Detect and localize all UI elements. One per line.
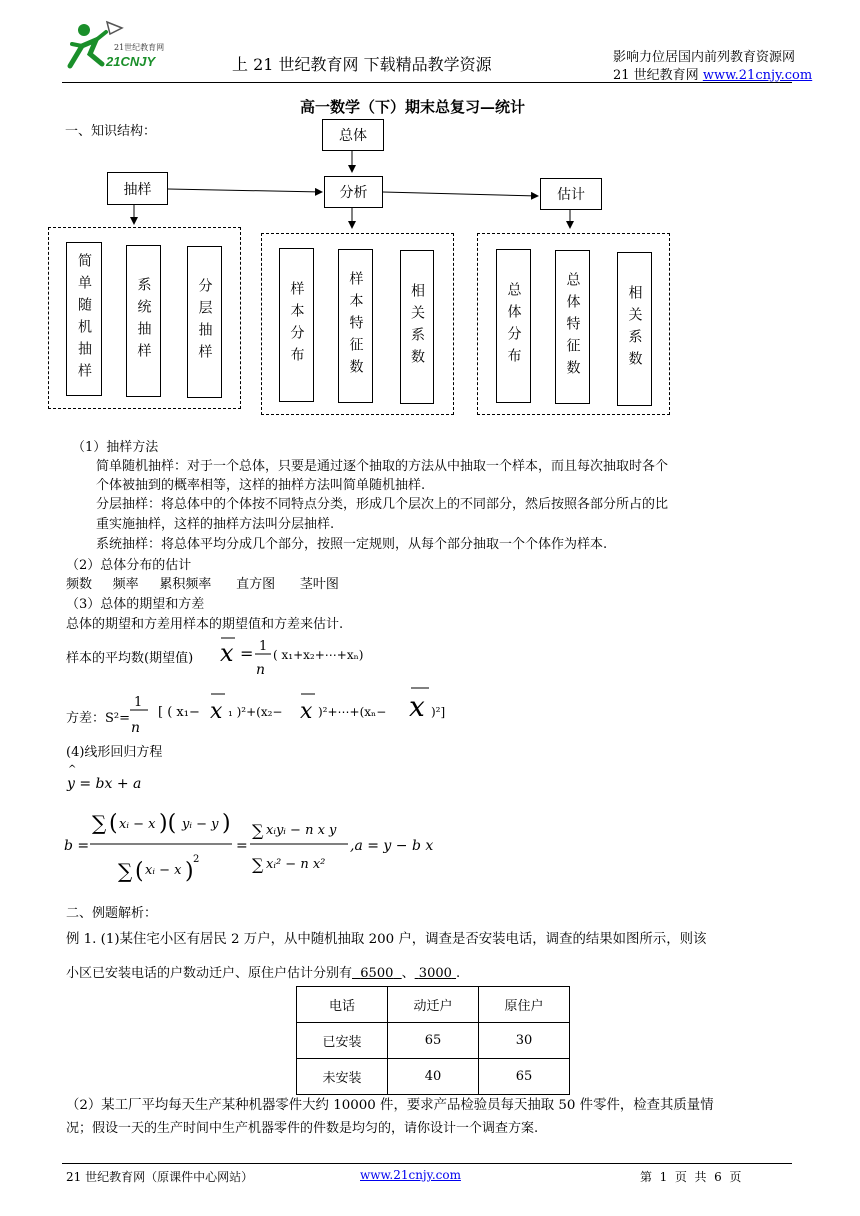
svg-text:xᵢ − x: xᵢ − x xyxy=(119,817,156,832)
node-estimate: 估计 xyxy=(540,178,602,210)
table-header: 电话 xyxy=(297,987,388,1023)
svg-text:1: 1 xyxy=(134,695,143,710)
logo-sub: 21CNJY xyxy=(106,54,156,69)
answer-separator: 、 xyxy=(401,966,415,981)
svg-text:=: = xyxy=(240,644,254,663)
table-cell: 未安装 xyxy=(297,1059,388,1095)
svg-text:[ ( x₁−: [ ( x₁− xyxy=(158,705,200,720)
node-sampling: 抽样 xyxy=(107,172,168,205)
svg-text:xᵢyᵢ − n x y: xᵢyᵢ − n x y xyxy=(266,823,337,838)
logo-text: 21世纪教育网 xyxy=(114,43,165,52)
p2: 简单随机抽样：对于一个总体，只要是通过逐个抽取的方法从中抽取一个样本，而且每次抽取时各个 xyxy=(96,459,669,474)
p8: 频数 频率 累积频率 直方图 茎叶图 xyxy=(66,577,339,592)
item-simple-random: 简单随机抽样 xyxy=(66,242,102,396)
footer-left: 21 世纪教育网（原课件中心网站） xyxy=(66,1170,254,1184)
answer-1: 6500 xyxy=(360,966,394,981)
item-pop-feature: 总体特征数 xyxy=(555,250,590,404)
section1-heading: 一、知识结构： xyxy=(65,124,157,139)
item-corr-2: 相关系数 xyxy=(617,252,652,406)
table-header: 动迁户 xyxy=(388,987,479,1023)
table-header: 原住户 xyxy=(479,987,570,1023)
item-sample-dist: 样本分布 xyxy=(279,248,314,402)
svg-text:): ) xyxy=(222,811,231,836)
svg-text:x: x xyxy=(300,699,313,724)
svg-text:^: ^ xyxy=(68,764,77,775)
p11: (4)线形回归方程 xyxy=(66,745,163,760)
example1-prefix: 小区已安装电话的户数动迁户、原住户估计分别有 xyxy=(66,966,353,981)
header-title: 上 21 世纪教育网 下载精品教学资源 xyxy=(232,55,492,74)
svg-text:x: x xyxy=(210,699,223,724)
p4: 分层抽样：将总体中的个体按不同特点分类，形成几个层次上的不同部分，然后按照各部分所占的比 xyxy=(96,497,669,512)
svg-text:(: ( xyxy=(109,811,118,836)
svg-text:x: x xyxy=(220,639,234,667)
example1-line2 xyxy=(66,962,460,981)
table-cell: 40 xyxy=(388,1059,479,1095)
svg-text:b =: b = xyxy=(64,838,90,854)
p1: （1）抽样方法 xyxy=(72,440,159,455)
p7: （2）总体分布的估计 xyxy=(66,558,192,573)
item-sample-feature: 样本特征数 xyxy=(338,249,373,403)
variance-formula xyxy=(128,684,488,740)
p5: 重实施抽样，这样的抽样方法叫分层抽样. xyxy=(96,517,335,532)
table-cell: 30 xyxy=(479,1023,570,1059)
var-label: 方差：S²= xyxy=(66,711,131,726)
mean-formula xyxy=(215,630,375,680)
header-right-1: 影响力位居国内前列教育资源网 xyxy=(613,50,796,65)
node-analysis: 分析 xyxy=(324,176,383,208)
regression-formula xyxy=(62,762,442,892)
svg-text:)²]: )²] xyxy=(431,705,446,719)
svg-text:n: n xyxy=(131,720,141,736)
svg-text:,a = y − b x: ,a = y − b x xyxy=(350,838,434,854)
svg-text:₁ )²+(x₂−: ₁ )²+(x₂− xyxy=(228,705,283,719)
p9: （3）总体的期望和方差 xyxy=(66,597,205,612)
svg-text:∑: ∑ xyxy=(92,811,107,835)
svg-text:1: 1 xyxy=(259,639,268,654)
footer-divider xyxy=(62,1163,792,1164)
svg-text:x: x xyxy=(409,690,425,723)
item-systematic: 系统抽样 xyxy=(126,245,161,397)
section2-heading: 二、例题解析： xyxy=(66,906,158,921)
svg-text:)²+⋯+(xₙ−: )²+⋯+(xₙ− xyxy=(318,705,387,719)
table-cell: 已安装 xyxy=(297,1023,388,1059)
phone-table xyxy=(296,986,570,1095)
footer-page: 第 1 页 共 6 页 xyxy=(640,1170,742,1184)
doc-title: 高一数学（下）期末总复习—统计 xyxy=(300,98,526,116)
svg-text:∑: ∑ xyxy=(252,855,264,874)
svg-text:): ) xyxy=(185,859,194,884)
table-header-row xyxy=(297,987,570,1023)
svg-text:)(: )( xyxy=(159,811,177,836)
answer-end: . xyxy=(456,966,461,981)
svg-text:(: ( xyxy=(135,859,144,884)
item-pop-dist: 总体分布 xyxy=(496,249,531,403)
p6: 系统抽样：将总体平均分成几个部分，按照一定规则，从每个部分抽取一个个体作为样本. xyxy=(96,537,608,552)
svg-text:( x₁+x₂+⋯+xₙ): ( x₁+x₂+⋯+xₙ) xyxy=(273,648,364,662)
svg-text:2: 2 xyxy=(193,854,200,865)
table-cell: 65 xyxy=(388,1023,479,1059)
node-population: 总体 xyxy=(322,119,384,151)
svg-text:y = bx + a: y = bx + a xyxy=(67,776,142,792)
item-stratified: 分层抽样 xyxy=(187,246,222,398)
header-right-prefix: 21 世纪教育网 xyxy=(613,68,703,83)
table-row xyxy=(297,1023,570,1059)
p3: 个体被抽到的概率相等，这样的抽样方法叫简单随机抽样. xyxy=(96,478,426,493)
svg-text:∑: ∑ xyxy=(252,821,264,840)
svg-text:yᵢ − y: yᵢ − y xyxy=(182,817,219,832)
mean-label: 样本的平均数(期望值) xyxy=(66,651,194,666)
svg-text:xᵢ − x: xᵢ − x xyxy=(145,863,182,878)
svg-text:n: n xyxy=(256,662,266,678)
svg-text:xᵢ² − n x²: xᵢ² − n x² xyxy=(266,857,326,872)
p10: 总体的期望和方差用样本的期望值和方差来估计. xyxy=(66,617,344,632)
example2-line2: 况；假设一天的生产时间中生产机器零件的件数是均匀的，请你设计一个调查方案. xyxy=(66,1121,539,1136)
example2-line1: （2）某工厂平均每天生产某种机器零件大约 10000 件，要求产品检验员每天抽取 50 件零件，检查其质量情 xyxy=(66,1098,714,1113)
table-cell: 65 xyxy=(479,1059,570,1095)
answer-2: 3000 xyxy=(418,966,452,981)
svg-text:∑: ∑ xyxy=(118,859,133,883)
svg-text:=: = xyxy=(236,838,248,854)
table-row xyxy=(297,1059,570,1095)
header-link[interactable]: www.21cnjy.com xyxy=(702,68,813,83)
footer-link[interactable]: www.21cnjy.com xyxy=(360,1168,461,1182)
example1-line1: 例 1. (1)某住宅小区有居民 2 万户，从中随机抽取 200 户，调查是否安装电话，调查的结果如图所示，则该 xyxy=(66,932,707,947)
item-corr-1: 相关系数 xyxy=(400,250,434,404)
